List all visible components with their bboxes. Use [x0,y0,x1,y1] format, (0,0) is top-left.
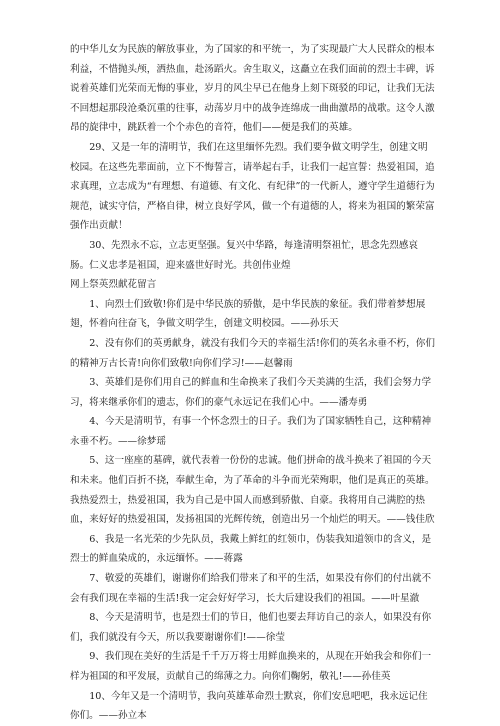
document-page [70,40,435,726]
paragraph-29: 29、又是一年的清明节，我们在这里缅怀先烈。我们要争做文明学生，创建文明校园。在这些先辈面前，立下不悔誓言，请举起右手，让我们一起宣誓：热爱祖国，追求真理，立志成为“有理想、有道德、有文化、有纪律”的一代新人，遵守学生道德行为规范，诚实守信，严格自律，树立良好学风，做一个有道德的人，将来为祖国的繁荣富强作出贡献！ [70,141,435,232]
message-item: 6、我是一名光荣的少先队员，我戴上鲜红的红领巾，伪装我知道领巾的含义，是烈士的鲜血染成的，永远缅怀。——蒋露 [70,533,432,565]
message-item: 8、今天是清明节，也是烈士们的节日，他们也要去拜访自己的亲人，如果没有你们，我们就没有今天，所以我要谢谢你们!——徐莹 [70,612,432,643]
section-heading: 网上祭英烈献花留言 [70,279,157,291]
message-item: 10、今年又是一个清明节，我向英雄革命烈士默哀，你们安息吧吧，我永远记住你们。——孙立本 [70,690,428,722]
message-item: 9、我们现在美好的生活是千千万万将士用鲜血换来的，从现在开始我会和你们一样为祖国的和平发展，贡献自己的绵薄之力。向你们鞠躬，敬礼!——孙佳英 [70,651,432,682]
message-item: 3、英雄们是你们用自己的鲜血和生命换来了我们今天美满的生活，我们会努力学习，将来继承你们的遗志，你们的豪气永远记在我们心中。——潘寿勇 [70,377,432,408]
intro-paragraph: 的中华儿女为民族的解放事业，为了国家的和平统一，为了实现最广大人民群众的根本利益，不惜抛头颅，洒热血，赴汤蹈火。舍生取义，这矗立在我们面前的烈士丰碑，诉说着英雄们光荣而无悔的事业，岁月的风尘早已在他身上刻下斑驳的印记，让我们无法不回想起那段沧桑沉重的往事，动荡岁月中的战争连绵成一曲曲激昂的战歌。这令人激昂的旋律中，跳跃着一个个赤色的音符，他们——便是我们的英雄。 [70,44,435,134]
message-item: 1、向烈士们致敬!你们是中华民族的骄傲，是中华民族的象征。我们带着梦想展翅，怀着向往奋飞，争做文明学生，创建文明校园。——孙乐天 [70,298,426,330]
message-item: 4、今天是清明节，有事一个怀念烈士的日子。我们为了国家牺牲自己，这种精神永垂不朽。——徐梦瑶 [70,416,432,447]
paragraph-30: 30、先烈永不忘，立志更坚强。复兴中华路，每逢清明祭祖忙，思念先烈感哀肠。仁义忠孝是祖国，迎来盛世好时光。共创伟业煌 [70,239,418,271]
message-item: 2、没有你们的英勇献身，就没有我们今天的幸福生活!你们的英名永垂不朽，你们的精神万古长青!向你们致敬!向你们学习!——赵馨雨 [70,337,435,369]
message-item: 7、敬爱的英雄们，谢谢你们给我们带来了和平的生活，如果没有你们的付出就不会有我们现在幸福的生活!我一定会好好学习，长大后建设我们的祖国。——叶星澈 [70,573,432,604]
message-item: 5、这一座座的墓碑，就代表着一份份的忠诚。他们拼命的战斗换来了祖国的今天和未来。他们百折不挠，奉献生命，为了革命的斗争而光荣殉职，他们是真正的英雄。我热爱烈士，热爱祖国，我为自己是中国人而感到骄傲、自豪。我将用自己满腔的热血，来好好的热爱祖国，发扬祖国的光辉传统，创造出另一个灿烂的明天。——钱佳欣 [70,455,435,526]
